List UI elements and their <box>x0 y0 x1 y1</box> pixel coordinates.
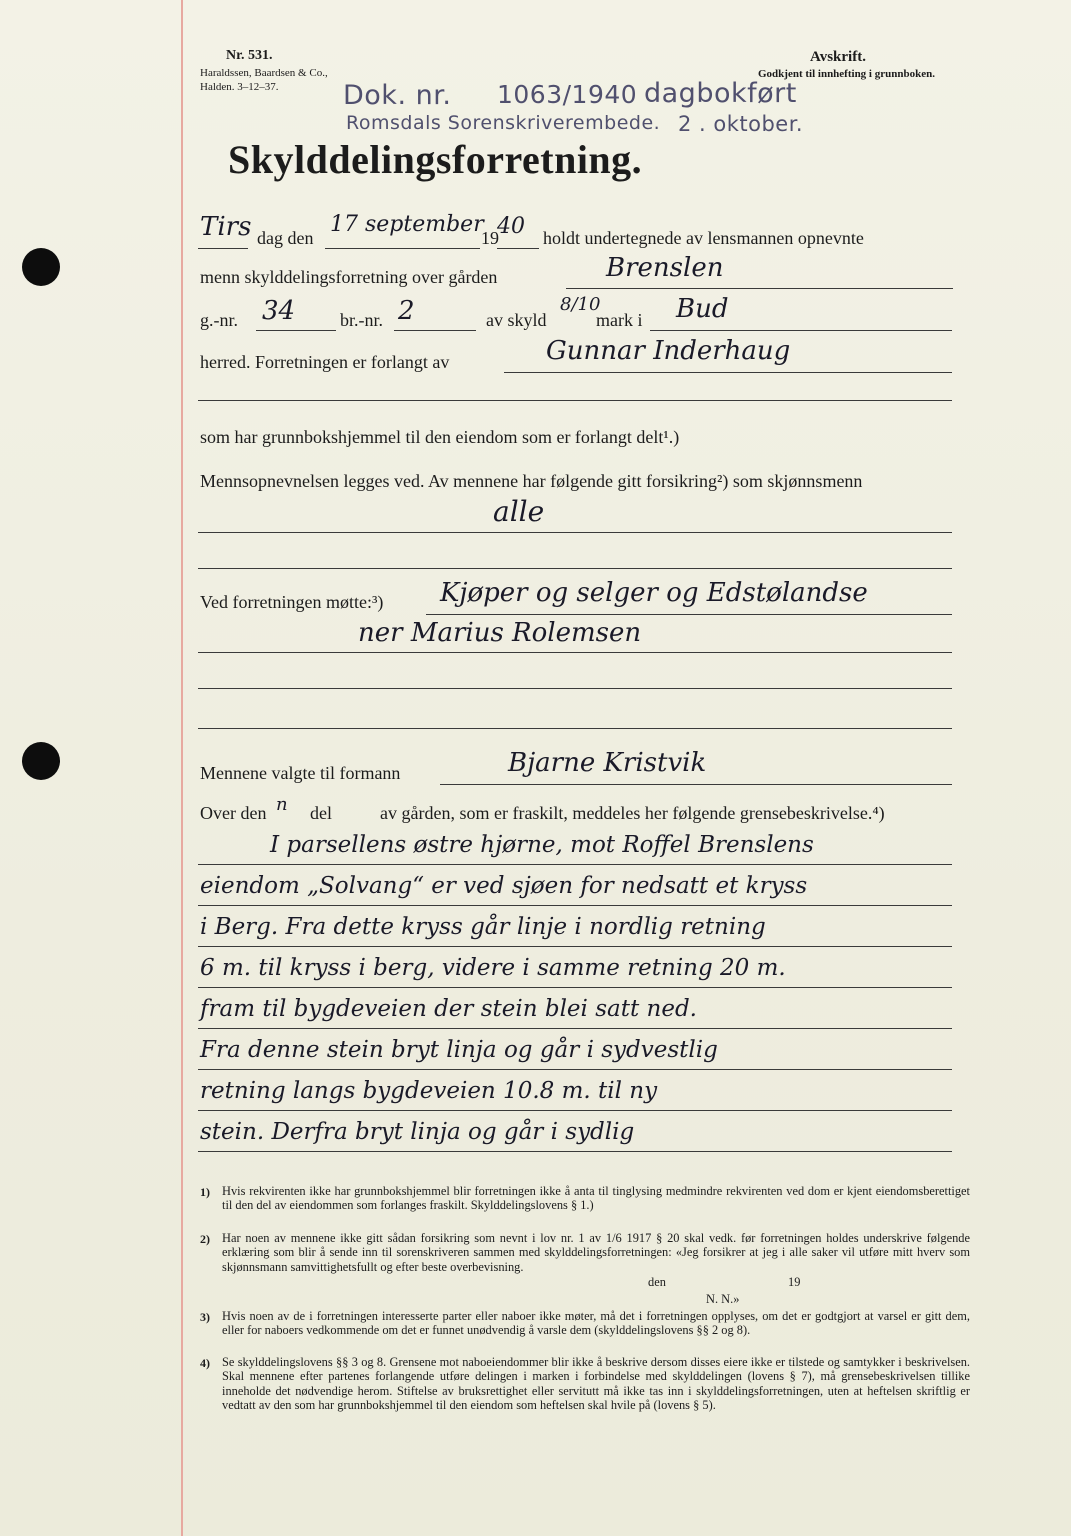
hw-gnr: 34 <box>262 296 296 326</box>
footnote-2-19: 19 <box>788 1275 801 1289</box>
label-holdt: holdt undertegnede av lensmannen opnevnte <box>543 228 864 248</box>
rule <box>256 330 336 331</box>
hw-mote-line1: Kjøper og selger og Edstølandse <box>440 578 868 608</box>
hw-forsikring: alle <box>493 495 545 528</box>
footnote-4-num: 4) <box>200 1356 210 1370</box>
footnote-4-text: Se skylddelingslovens §§ 3 og 8. Grensene mot naboeiendommer blir ikke å beskrive dersom disses eiere ikke er tilstede og samtykker i beskrivelsen. Skal mennene efter partenes forlangende utføre delingen i marken i forbindelse med skylddelingen (lovens § 7), må grensebeskrivelsen tillike inneholde det nødvendige herom. Stiftelse av bruksrettighet eller servitutt må ikke tas inn i skylddelingsforretningen, uten at heftelsen skriftlig er vedtatt av den som har grunnbokshjemmel til den eiendom som heftelsen skal hvile på (lovens § 5). <box>222 1355 970 1413</box>
footnote-2-den: den <box>648 1275 666 1289</box>
rule <box>650 330 952 331</box>
rule <box>198 905 952 906</box>
rule <box>198 987 952 988</box>
hw-description-line: retning langs bygdeveien 10.8 m. til ny <box>200 1078 658 1104</box>
label-del: del <box>310 803 332 823</box>
hw-description-line: i Berg. Fra dette kryss går linje i nordlig retning <box>200 914 766 940</box>
label-over-den: Over den <box>200 803 267 823</box>
label-mennsopnevnelsen: Mennsopnevnelsen legges ved. Av mennene har følgende gitt forsikring²) som skjønnsmenn <box>200 471 863 491</box>
label-av-skyld: av skyld <box>486 310 547 330</box>
footnote-1-text: Hvis rekvirenten ikke har grunnbokshjemmel blir forretningen ikke å anta til tinglysing medmindre rekvirenten ved dom er kjent eiendomsberettiget til den del av eiendommen som forlanges fraskilt. Skylddelingslovens § 1.) <box>222 1184 970 1213</box>
rule <box>325 248 480 249</box>
hw-weekday: Tirs <box>200 212 252 242</box>
rule <box>198 864 952 865</box>
rule <box>198 1028 952 1029</box>
label-brnr: br.-nr. <box>340 310 383 330</box>
rule <box>198 728 952 729</box>
label-dag-den: dag den <box>257 228 314 248</box>
hw-description-line: stein. Derfra bryt linja og går i sydlig <box>200 1119 635 1145</box>
hw-skyld: 8/10 <box>560 294 601 315</box>
printer-line-2: Halden. 3–12–37. <box>200 81 279 93</box>
stamp-number: 1063/1940 <box>497 80 638 109</box>
label-menn: menn skylddelingsforretning over gården <box>200 267 498 287</box>
rule <box>504 372 952 373</box>
printer-line-1: Haraldssen, Baardsen & Co., <box>200 67 328 79</box>
hw-mote-line2: ner Marius Rolemsen <box>358 618 642 648</box>
label-gnr: g.-nr. <box>200 310 238 330</box>
stamp-office: Romsdals Sorenskriverembede. <box>346 112 661 134</box>
hw-description-line: fram til bygdeveien der stein blei satt ned. <box>200 996 697 1022</box>
rule <box>198 1110 952 1111</box>
stamp-date: 2 . oktober. <box>678 112 804 136</box>
footnote-2-text: Har noen av mennene ikke gitt sådan forsikring som nevnt i lov nr. 1 av 1/6 1917 § 20 skal vedk. før forretningen holdes underskrive følgende erklæring som blir å sende inn til sorenskriveren sammen med skylddelingsforretningen: «Jeg forsikrer at jeg i alle saker vil utføre mitt hverv som skjønnsmann samvittighetsfullt og efter beste overbevisning. <box>222 1231 970 1274</box>
hw-year: 40 <box>497 214 525 239</box>
rule <box>198 946 952 947</box>
hw-description-line: eiendom „Solvang“ er ved sjøen for nedsatt et kryss <box>200 873 808 899</box>
hw-herred: Bud <box>676 294 729 324</box>
rule <box>497 248 539 249</box>
rule <box>440 784 952 785</box>
rule <box>566 288 953 289</box>
rule <box>198 1069 952 1070</box>
label-mote: Ved forretningen møtte:³) <box>200 592 384 612</box>
label-grunnbok: som har grunnbokshjemmel til den eiendom som er forlangt delt¹.) <box>200 427 680 447</box>
punch-hole-top <box>22 248 60 286</box>
label-formann: Mennene valgte til formann <box>200 763 401 783</box>
label-herred: herred. Forretningen er forlangt av <box>200 352 450 372</box>
rule <box>198 1151 952 1152</box>
footnote-2-nn: N. N.» <box>706 1292 740 1306</box>
rule <box>198 532 952 533</box>
label-gaarden: av gården, som er fraskilt, meddeles her følgende grensebeskrivelse.⁴) <box>380 803 885 823</box>
rule <box>394 330 476 331</box>
hw-formann: Bjarne Kristvik <box>508 748 707 778</box>
label-mark-i: mark i <box>596 310 643 330</box>
form-number: Nr. 531. <box>226 48 273 63</box>
rule <box>198 568 952 569</box>
avskrift-label: Avskrift. <box>810 49 866 65</box>
hw-brnr: 2 <box>398 296 415 326</box>
rule <box>198 248 248 249</box>
document-title: Skylddelingsforretning. <box>228 137 643 182</box>
hw-requested-by: Gunnar Inderhaug <box>546 336 791 366</box>
footnote-3-num: 3) <box>200 1310 210 1324</box>
hw-farm: Brenslen <box>606 253 724 283</box>
footnote-3-text: Hvis noen av de i forretningen interesserte parter eller naboer ikke møter, må det i forretningen opplyses, om det er godtgjort at varsel er gitt dem, eller for naboers vedkommende om det er funnet unødvendig å varsle dem (skylddelingslovens §§ 2 og 8). <box>222 1309 970 1338</box>
footnote-1-num: 1) <box>200 1185 210 1199</box>
rule <box>198 652 952 653</box>
godkjent-label: Godkjent til innhefting i grunnboken. <box>758 68 935 80</box>
stamp-dok-nr: Dok. nr. <box>343 80 452 111</box>
hw-date: 17 september <box>330 212 484 237</box>
hw-description-line: 6 m. til kryss i berg, videre i samme retning 20 m. <box>200 955 786 981</box>
margin-rule <box>181 0 183 1536</box>
hw-description-line: Fra denne stein bryt linja og går i sydvestlig <box>200 1037 718 1063</box>
hw-den-suffix: n <box>276 794 288 815</box>
rule <box>198 400 952 401</box>
label-year-19: 19 <box>481 228 499 248</box>
punch-hole-bottom <box>22 742 60 780</box>
rule <box>198 688 952 689</box>
hw-description-line: I parsellens østre hjørne, mot Roffel Brenslens <box>270 832 814 858</box>
footnote-2-num: 2) <box>200 1232 210 1246</box>
stamp-dagbokfort: dagbokført <box>644 78 797 109</box>
rule <box>426 614 952 615</box>
